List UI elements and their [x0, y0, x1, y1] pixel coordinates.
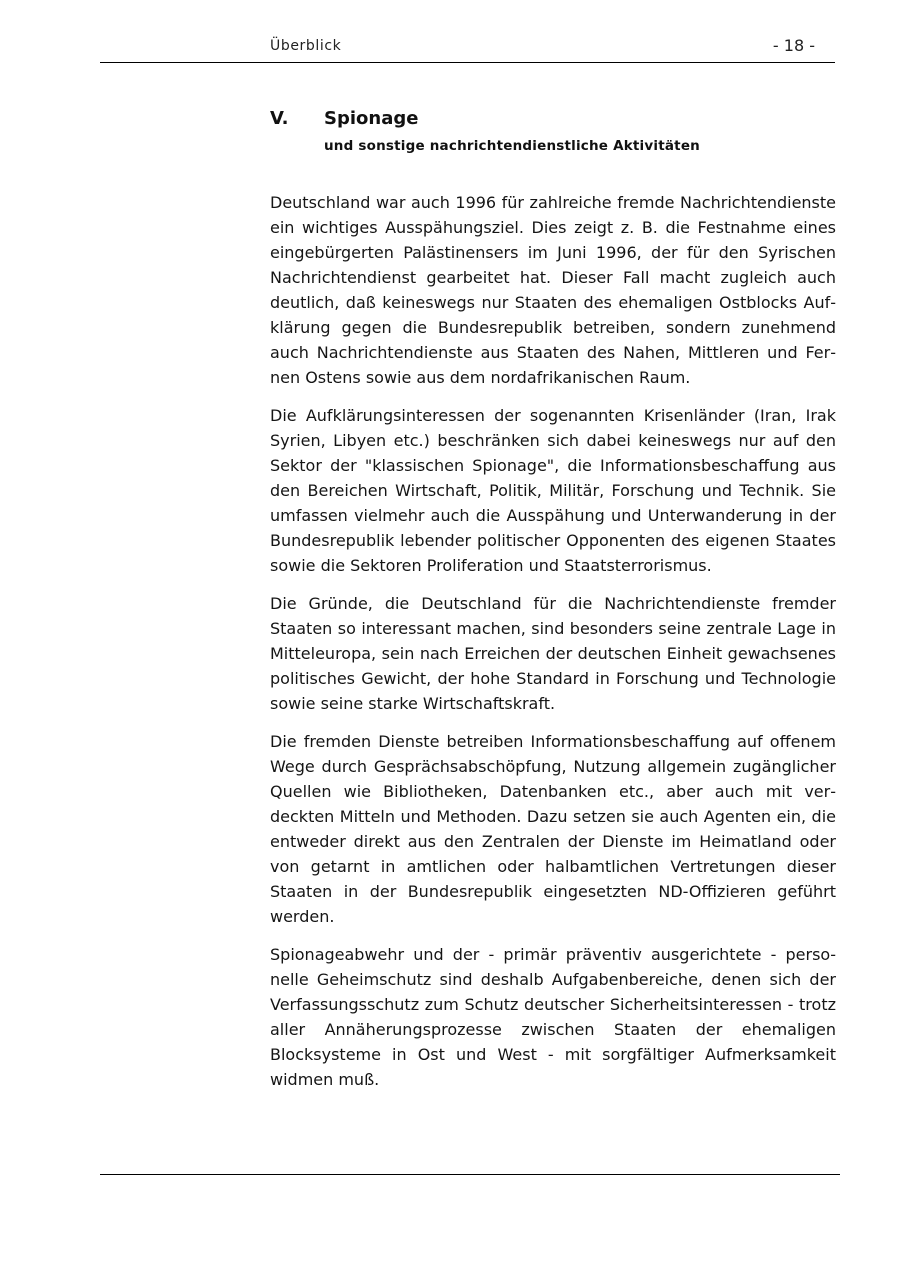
paragraph: Die fremden Dienste betreiben Informationsbeschaffung auf offenem Wege durch Gesprächsabschöpfung, Nutzung allgemein zugänglicher Quellen wie Bibliotheken, Datenbanken etc., aber auch mit verdeckten Mitteln und Methoden. Dazu setzen sie auch Agenten ein, die entweder direkt aus den Zentralen der Dienste im Heimatland oder von getarnt in amtlichen oder halbamtlichen Vertretungen dieser Staaten in der Bundesrepublik eingesetzten ND-Offizieren geführt werden.: [270, 732, 836, 926]
paragraph: Deutschland war auch 1996 für zahlreiche fremde Nachrichtendienste ein wichtiges Ausspähungsziel. Dies zeigt z. B. die Festnahme eines eingebürgerten Palästinensers im Juni 1996, der für den Syrischen Nachrichtendienst gearbeitet hat. Dieser Fall macht zugleich auch deutlich, daß keineswegs nur Staaten des ehemaligen Ostblocks Aufklärung gegen die Bundesrepublik betreiben, sondern zunehmend auch Nachrichtendienste aus Staaten des Nahen, Mittleren und Fernen Ostens sowie aus dem nordafrikanischen Raum.: [270, 193, 836, 387]
paragraph: Spionageabwehr und der - primär präventiv ausgerichtete - personelle Geheimschutz sind deshalb Aufgabenbereiche, denen sich der Verfassungsschutz zum Schutz deutscher Sicherheitsinteressen - trotz aller Annäherungsprozesse zwischen Staaten der ehemaligen Blocksysteme in Ost und West - mit sorgfältiger Aufmerksamkeit widmen muß.: [270, 945, 836, 1089]
header-title: Überblick: [270, 38, 342, 54]
section-number: V.: [270, 108, 289, 129]
page-header: [100, 34, 835, 63]
section-title: Spionage: [324, 108, 419, 129]
body-text: [270, 190, 836, 1105]
section-subtitle: und sonstige nachrichtendienstliche Aktivitäten: [324, 138, 700, 154]
paragraph: Die Aufklärungsinteressen der sogenannten Krisenländer (Iran, Irak Syrien, Libyen etc.) beschränken sich dabei keineswegs nur auf den Sektor der "klassischen Spionage", die Informationsbeschaffung aus den Bereichen Wirtschaft, Politik, Militär, Forschung und Technik. Sie umfassen vielmehr auch die Ausspähung und Unterwanderung in der Bundesrepublik lebender politischer Opponenten des eigenen Staates sowie die Sektoren Proliferation und Staatsterrorismus.: [270, 406, 836, 575]
page-number: - 18 -: [772, 36, 815, 55]
footer-divider: [100, 1174, 840, 1175]
paragraph: Die Gründe, die Deutschland für die Nachrichtendienste fremder Staaten so interessant machen, sind besonders seine zentrale Lage in Mitteleuropa, sein nach Erreichen der deutschen Einheit gewachsenes politisches Gewicht, der hohe Standard in Forschung und Technologie sowie seine starke Wirtschaftskraft.: [270, 594, 836, 713]
